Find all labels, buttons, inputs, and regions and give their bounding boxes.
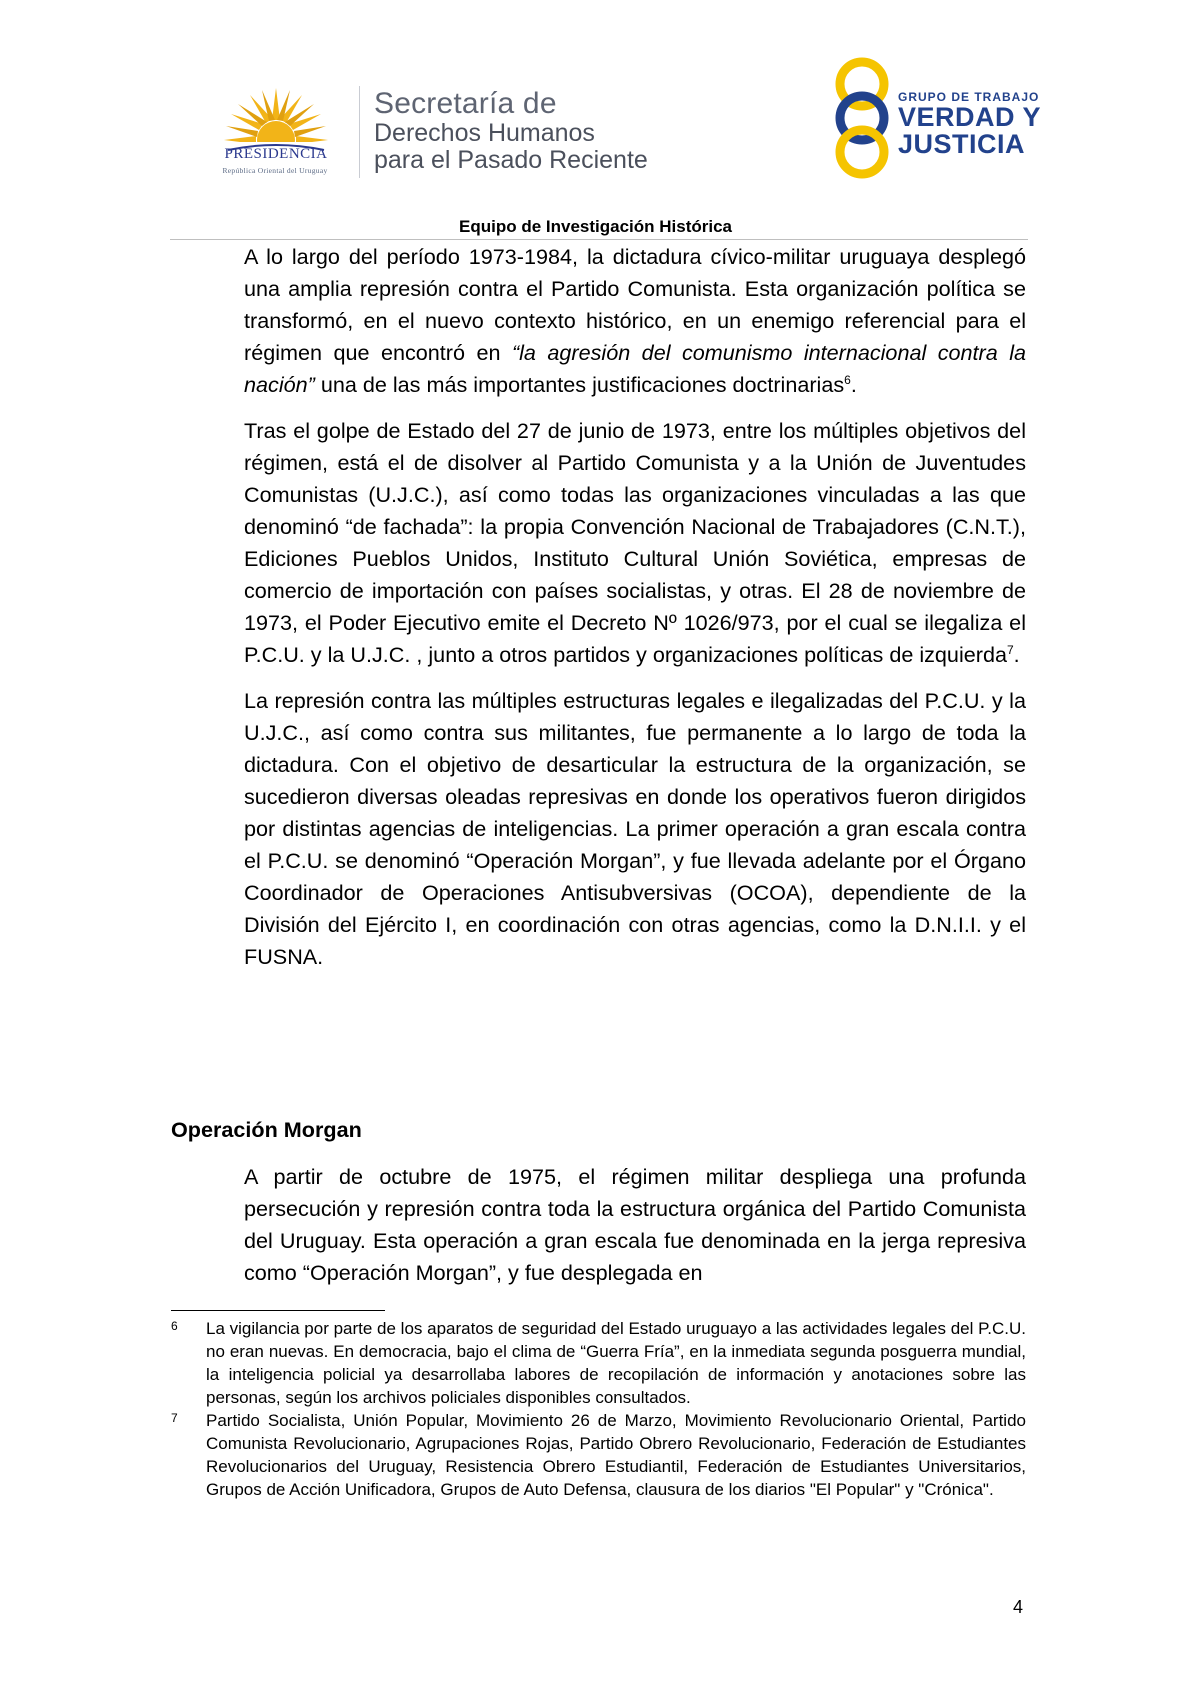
team-title: Equipo de Investigación Histórica — [459, 217, 732, 236]
paragraph-2-text: Tras el golpe de Estado del 27 de junio de 1973, entre los múltiples objetivos del régimen, está el de disolver al Partido Comunista y a la Unión de Juventudes Comunistas (U.J.C.), así como todas las organizaciones vinculadas a las que denominó “de fachada”: la propia Convención Nacional de Trabajadores (C.N.T.), Ediciones Pueblos Unidos, Instituto Cultural Unión Soviética, empresas de comercio de importación con países socialistas, y otras. El 28 de noviembre de 1973, el Poder Ejecutivo emite el Decreto Nº 1026/973, por el cual se ilegaliza el P.C.U. y la U.J.C. , junto a otros partidos y organizaciones políticas de izquierda — [244, 418, 1026, 667]
footnote-ref-6[interactable]: 6 — [844, 372, 851, 387]
section-heading: Operación Morgan — [171, 1117, 362, 1142]
header-rule — [170, 239, 1028, 240]
grupo-trabajo-text — [898, 90, 1041, 158]
secretaria-title — [374, 88, 648, 174]
footnote-7 — [171, 1409, 1026, 1501]
paragraph-1-a: A lo largo del período 1973-1984, la dictadura cívico-militar uruguaya desplegó una amplia represión contra el Partido Comunista. Esta organización política se transformó, en el nuevo contexto histórico, en un enemigo referencial para el régimen que encontró en — [244, 244, 1026, 365]
paragraph-1-end: . — [850, 372, 857, 397]
grupo-line-1: GRUPO DE TRABAJO — [898, 90, 1040, 104]
paragraph-3: La represión contra las múltiples estructuras legales e ilegalizadas del P.C.U. y la U.J.C., así como contra sus militantes, fue permanente a lo largo de toda la dictadura. Con el objetivo de desarticular la estructura de la organización, se sucedieron diversas oleadas represivas en donde los operativos fueron dirigidos por distintas agencias de inteligencias. La primer operación a gran escala contra el P.C.U. se denominó “Operación Morgan”, y fue llevada adelante por el Órgano Coordinador de Operaciones Antisubversivas (OCOA), dependiente de la División del Ejército I, en coordinación con otras agencias, como la D.N.I.I. y el FUSNA. — [244, 688, 1026, 969]
paragraph-2-end: . — [1013, 642, 1020, 667]
linked-rings-logo-icon — [826, 56, 898, 180]
page-header — [0, 0, 1191, 240]
footnote-separator — [171, 1310, 385, 1311]
paragraph-1 — [244, 241, 1026, 401]
secretaria-line-1: Secretaría de — [374, 87, 557, 120]
footnotes — [171, 1317, 1026, 1501]
footnote-text: La vigilancia por parte de los aparatos de seguridad del Estado uruguayo a las actividades legales del P.C.U. no eran nuevas. En democracia, bajo el clima de “Guerra Fría”, en la inmediata segunda posguerra mundial, la inteligencia policial ya desarrollaba labores de recopilación de información y anotaciones sobre las personas, según los archivos policiales disponibles consultados. — [206, 1319, 1026, 1407]
page-number: 4 — [1013, 1597, 1024, 1617]
secretaria-line-3: para el Pasado Reciente — [374, 146, 648, 175]
footnote-number: 7 — [171, 1411, 178, 1425]
paragraph-2 — [244, 415, 1026, 671]
footnote-6 — [171, 1317, 1026, 1409]
secretaria-line-2: Derechos Humanos — [374, 119, 595, 148]
paragraph-4: A partir de octubre de 1975, el régimen militar despliega una profunda persecución y represión contra toda la estructura orgánica del Partido Comunista del Uruguay. Esta operación a gran escala fue denominada en la jerga represiva como “Operación Morgan”, y fue desplegada en — [244, 1164, 1026, 1285]
section-text — [244, 1161, 1026, 1289]
footnote-ref-7[interactable]: 7 — [1006, 642, 1014, 657]
header-divider — [359, 86, 360, 178]
republica-label: República Oriental del Uruguay — [222, 166, 328, 175]
paragraph-1-b: una de las más importantes justificaciones doctrinarias — [314, 372, 845, 397]
main-text — [244, 241, 1026, 987]
grupo-line-3: JUSTICIA — [898, 129, 1026, 159]
grupo-line-2: VERDAD Y — [898, 102, 1042, 132]
paragraph-1-quote: “la agresión del comunismo internacional contra la nación” — [244, 340, 1026, 397]
presidencia-label: PRESIDENCIA — [224, 146, 328, 162]
footnote-number: 6 — [171, 1319, 178, 1333]
footnote-text: Partido Socialista, Unión Popular, Movimiento 26 de Marzo, Movimiento Revolucionario Oriental, Partido Comunista Revolucionario, Agrupaciones Rojas, Partido Obrero Revolucionario, Federación de Estudiantes Revolucionarios del Uruguay, Resistencia Obrero Estudiantil, Federación de Estudiantes Universitarios, Grupos de Acción Unificadora, Grupos de Auto Defensa, clausura de los diarios "El Popular" y "Crónica". — [206, 1411, 1026, 1499]
